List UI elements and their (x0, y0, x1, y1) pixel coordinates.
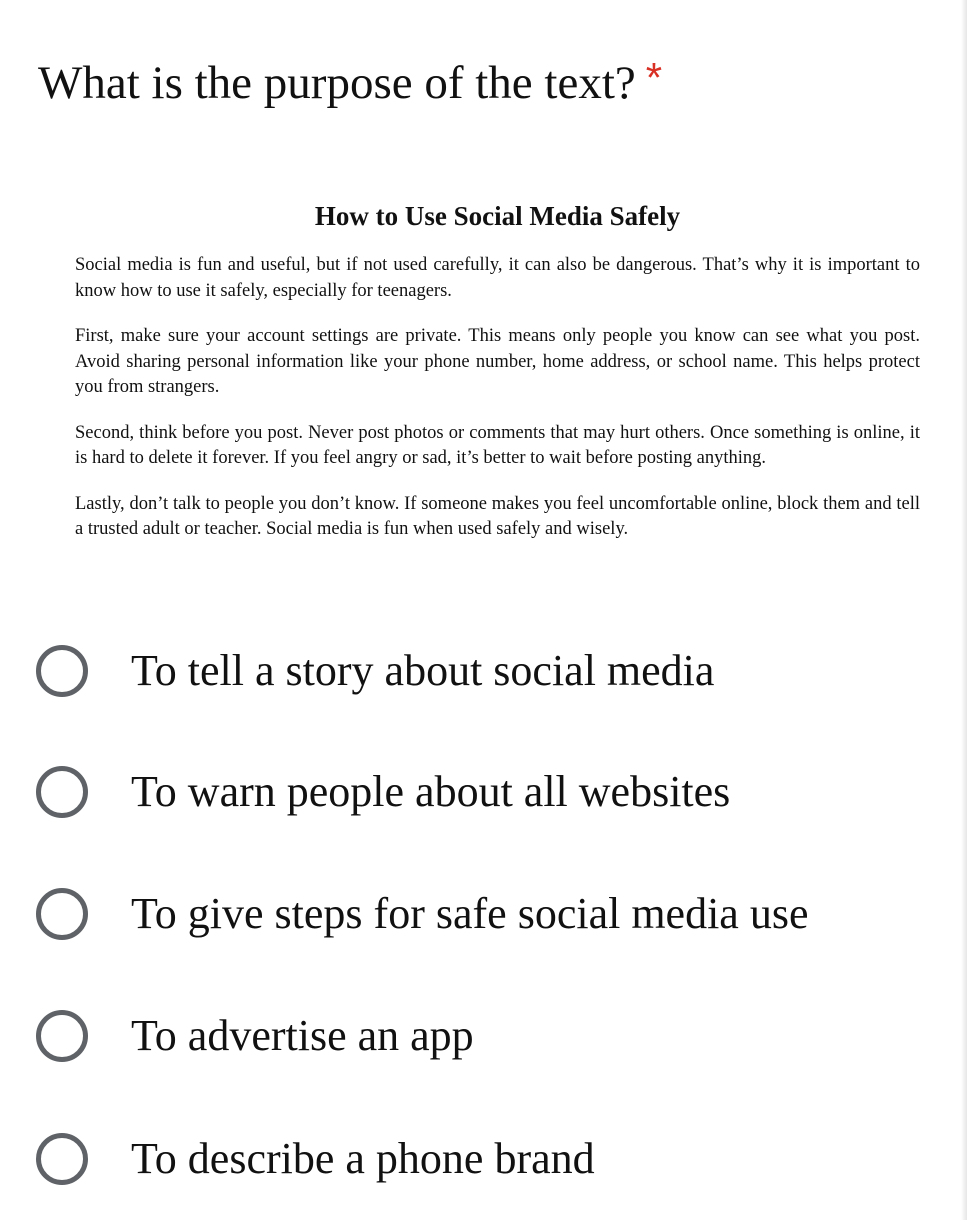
passage-paragraph-2: First, make sure your account settings are private. This means only people you know can see what you post. Avoid sharing personal information like your phone number, home address, or school name. This helps protect you from strangers. (75, 326, 920, 397)
question-text: What is the purpose of the text? (38, 57, 636, 109)
passage-paragraph-4: Lastly, don’t talk to people you don’t know. If someone makes you feel uncomfortable online, block them and tell a trusted adult or teacher. Social media is fun when used safely and wisely. (75, 493, 920, 539)
radio-button[interactable] (36, 766, 88, 818)
passage-paragraph-1: Social media is fun and useful, but if not used carefully, it can also be dangerous. That’s why it is important to know how to use it safely, especially for teenagers. (75, 255, 920, 301)
passage-title: How to Use Social Media Safely (314, 201, 681, 231)
option-label[interactable]: To describe a phone brand (131, 1134, 595, 1183)
option-label[interactable]: To give steps for safe social media use (131, 889, 809, 938)
radio-button[interactable] (36, 1133, 88, 1185)
page-edge-shadow (961, 0, 967, 1220)
option-label[interactable]: To tell a story about social media (131, 646, 715, 695)
option-story[interactable] (36, 639, 714, 703)
reading-passage-image (75, 196, 920, 563)
required-asterisk: * (645, 54, 663, 101)
radio-button[interactable] (36, 1010, 88, 1062)
radio-button[interactable] (36, 888, 88, 940)
question-title (38, 48, 662, 113)
option-phone-brand[interactable] (36, 1127, 595, 1191)
option-advertise-app[interactable] (36, 1004, 474, 1068)
option-label[interactable]: To warn people about all websites (131, 767, 731, 816)
option-label[interactable]: To advertise an app (131, 1011, 474, 1060)
passage-paragraph-3: Second, think before you post. Never post photos or comments that may hurt others. Once something is online, it is hard to delete it forever. If you feel angry or sad, it’s better to wait before posting anything. (75, 422, 920, 468)
option-safe-steps[interactable] (36, 882, 809, 946)
option-warn-websites[interactable] (36, 760, 730, 824)
radio-button[interactable] (36, 645, 88, 697)
